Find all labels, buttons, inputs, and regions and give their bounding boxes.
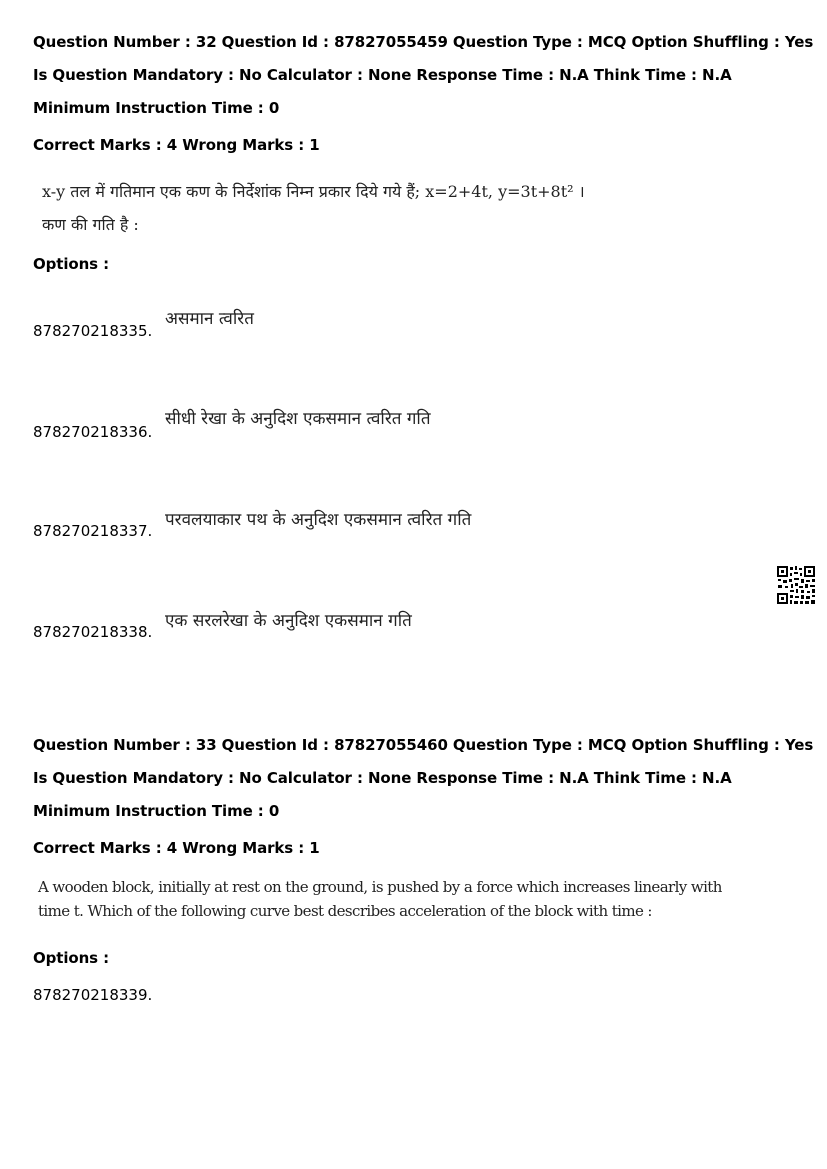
- q32-meta-line3: Minimum Instruction Time : 0: [33, 99, 280, 117]
- q32-option-3-id: 878270218337.: [33, 522, 153, 540]
- q32-marks: Correct Marks : 4 Wrong Marks : 1: [33, 136, 320, 154]
- qr-code-icon: [776, 565, 816, 605]
- q32-option-4-text: एक सरलरेखा के अनुदिश एकसमान गति: [165, 611, 412, 631]
- q33-marks: Correct Marks : 4 Wrong Marks : 1: [33, 839, 320, 857]
- q32-options-label: Options :: [33, 255, 110, 273]
- q32-option-1-text: असमान त्वरित: [165, 309, 254, 329]
- q33-meta-line2: Is Question Mandatory : No Calculator : None Response Time : N.A Think Time : N.A: [33, 769, 732, 787]
- q32-question-line2: कण की गति है :: [42, 215, 139, 234]
- q32-option-4-id: 878270218338.: [33, 623, 153, 641]
- q33-meta-line1: Question Number : 33 Question Id : 87827055460 Question Type : MCQ Option Shuffling : Yes: [33, 736, 814, 754]
- q33-option-1-id: 878270218339.: [33, 986, 153, 1004]
- q32-question-line1: x-y तल में गतिमान एक कण के निर्देशांक निम्न प्रकार दिये गये हैं; x=2+4t, y=3t+8t² ।: [42, 182, 585, 201]
- q32-option-2-id: 878270218336.: [33, 423, 153, 441]
- q33-meta-line3: Minimum Instruction Time : 0: [33, 802, 280, 820]
- q32-option-2-text: सीधी रेखा के अनुदिश एकसमान त्वरित गति: [165, 409, 431, 429]
- q32-option-3-text: परवलयाकार पथ के अनुदिश एकसमान त्वरित गति: [165, 510, 472, 530]
- q32-meta-line2: Is Question Mandatory : No Calculator : None Response Time : N.A Think Time : N.A: [33, 66, 732, 84]
- q33-question-line1: A wooden block, initially at rest on the ground, is pushed by a force which increases linearly with: [38, 878, 722, 896]
- q32-option-1-id: 878270218335.: [33, 322, 153, 340]
- q32-meta-line1: Question Number : 32 Question Id : 87827055459 Question Type : MCQ Option Shuffling : Yes: [33, 33, 814, 51]
- q33-options-label: Options :: [33, 949, 110, 967]
- q33-question-line2: time t. Which of the following curve best describes acceleration of the block with time :: [38, 902, 652, 920]
